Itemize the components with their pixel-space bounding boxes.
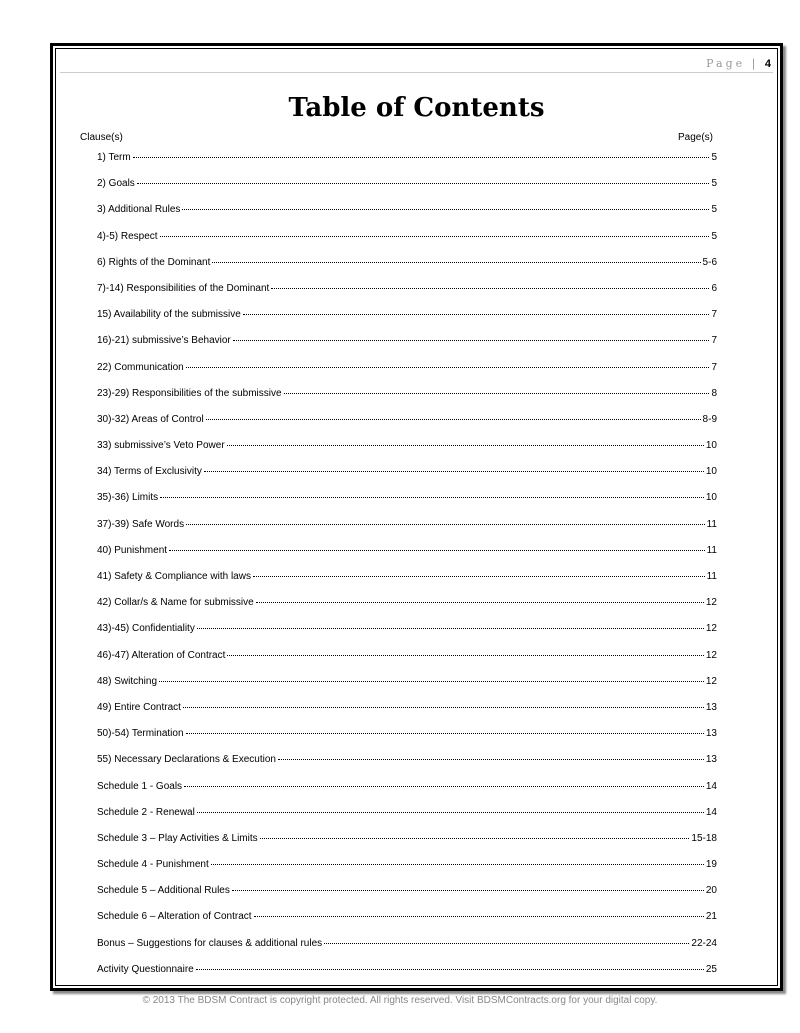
page-inner-border	[55, 48, 778, 986]
page-title: Table of Contents	[288, 93, 545, 123]
dot-leader	[227, 445, 704, 446]
toc-entry-page: 22-24	[691, 937, 717, 949]
dot-leader	[183, 707, 704, 708]
toc-entry-label: Schedule 2 - Renewal	[97, 806, 195, 818]
dot-leader	[232, 890, 704, 891]
dot-leader	[227, 655, 703, 656]
toc-entry[interactable]	[97, 414, 717, 440]
toc-entry-label: 49) Entire Contract	[97, 701, 181, 713]
dot-leader	[243, 314, 710, 315]
dot-leader	[324, 943, 689, 944]
page-header: Page | 4	[706, 57, 771, 70]
toc-entry-page: 8-9	[702, 413, 717, 425]
page-word: Page	[706, 57, 746, 70]
toc-entry-label: 37)-39) Safe Words	[97, 518, 185, 530]
toc-entry-label: Schedule 3 – Play Activities & Limits	[97, 832, 258, 844]
dot-leader	[212, 262, 700, 263]
toc-entry-page: 13	[705, 754, 717, 766]
toc-entry-label: 30)-32) Areas of Control	[97, 413, 204, 425]
dot-leader	[186, 524, 705, 525]
toc-entry-page: 12	[705, 675, 717, 687]
toc-entry-label: 48) Switching	[97, 675, 158, 687]
dot-leader	[137, 183, 710, 184]
dot-leader	[253, 576, 705, 577]
toc-entry-page: 14	[705, 806, 717, 818]
toc-entry-page: 19	[705, 859, 717, 871]
toc-entry[interactable]	[97, 388, 717, 414]
toc-entry-label: 15) Availability of the submissive	[97, 309, 241, 321]
toc-entry[interactable]	[97, 676, 717, 702]
toc-entry[interactable]	[97, 492, 717, 518]
toc-entry[interactable]	[97, 623, 717, 649]
dot-leader	[254, 916, 704, 917]
toc-entry-page: 13	[705, 701, 717, 713]
toc-entry-label: Activity Questionnaire	[97, 963, 194, 975]
toc-entry-page: 21	[705, 911, 717, 923]
toc-entry-label: 33) submissive’s Veto Power	[97, 440, 225, 452]
toc-entry-page: 12	[705, 649, 717, 661]
toc-entry-page: 15-18	[691, 832, 717, 844]
toc-entry-label: Schedule 1 - Goals	[97, 780, 183, 792]
dot-leader	[197, 812, 704, 813]
toc-entry-label: 50)-54) Termination	[97, 728, 184, 740]
dot-leader	[169, 550, 705, 551]
toc-entry-page: 7	[711, 361, 717, 373]
toc-entry-page: 10	[705, 466, 717, 478]
toc-entry-label: 23)-29) Responsibilities of the submissive	[97, 387, 282, 399]
toc-entry-label: 43)-45) Confidentiality	[97, 623, 195, 635]
toc-entry[interactable]	[97, 938, 717, 964]
dot-leader	[196, 969, 704, 970]
toc-entry[interactable]	[97, 519, 717, 545]
toc-entry-page: 5-6	[702, 256, 717, 268]
toc-entry-page: 8	[711, 387, 717, 399]
toc-entry-label: 7)-14) Responsibilities of the Dominant	[97, 282, 270, 294]
toc-entry-label: 34) Terms of Exclusivity	[97, 466, 202, 478]
toc-entry[interactable]	[97, 571, 717, 597]
toc-entry-label: Bonus – Suggestions for clauses & additional rules	[97, 937, 323, 949]
toc-entry-label: 16)-21) submissive’s Behavior	[97, 335, 231, 347]
dot-leader	[256, 602, 704, 603]
dot-leader	[204, 471, 704, 472]
dot-leader	[233, 340, 710, 341]
toc-entry-page: 11	[706, 518, 717, 530]
toc-entry-page: 5	[711, 178, 717, 190]
toc-entry[interactable]	[97, 178, 717, 204]
toc-entry[interactable]	[97, 807, 717, 833]
dot-leader	[186, 367, 710, 368]
toc-entry-label: 46)-47) Alteration of Contract	[97, 649, 226, 661]
toc-entry[interactable]	[97, 335, 717, 361]
toc-entry-page: 12	[705, 623, 717, 635]
dot-leader	[284, 393, 710, 394]
toc-entry[interactable]	[97, 309, 717, 335]
toc-entry-page: 6	[711, 282, 717, 294]
toc-entry-page: 5	[711, 204, 717, 216]
dot-leader	[211, 864, 704, 865]
page-frame	[50, 43, 783, 991]
toc-entry-label: 41) Safety & Compliance with laws	[97, 571, 251, 582]
toc-entry[interactable]	[97, 204, 717, 230]
dot-leader	[133, 157, 710, 158]
toc-entry-label: 22) Communication	[97, 361, 184, 373]
pages-column-header: Page(s)	[678, 132, 714, 143]
toc-entry-label: 40) Punishment	[97, 544, 168, 556]
toc-entry-label: Schedule 4 - Punishment	[97, 859, 209, 871]
toc-entry[interactable]	[97, 650, 717, 676]
copyright-footer: © 2013 The BDSM Contract is copyright protected. All rights reserved. Visit BDSMContracts.org for your digital copy.	[142, 995, 658, 1006]
toc-entry[interactable]	[97, 781, 717, 807]
dot-leader	[160, 497, 704, 498]
toc-entry-label: Schedule 6 – Alteration of Contract	[97, 911, 252, 923]
toc-entry[interactable]	[97, 911, 717, 937]
toc-entry-page: 10	[705, 492, 717, 504]
toc-entry[interactable]	[97, 728, 717, 754]
toc-entry[interactable]	[97, 859, 717, 885]
toc-entry-page: 7	[711, 309, 717, 321]
toc-entry-page: 5	[711, 230, 717, 242]
toc-entry[interactable]	[97, 545, 717, 571]
toc-entry-page: 14	[705, 780, 717, 792]
toc-entry[interactable]	[97, 833, 717, 859]
toc-entry-page: 5	[711, 152, 717, 163]
toc-entry-label: 4)-5) Respect	[97, 230, 158, 242]
toc-entry[interactable]	[97, 964, 717, 990]
toc-entry-page: 10	[705, 440, 717, 452]
page-number: 4	[764, 58, 771, 70]
toc-list	[97, 152, 717, 990]
dot-leader	[260, 838, 690, 839]
dot-leader	[206, 419, 701, 420]
dot-leader	[278, 759, 704, 760]
toc-entry-label: 1) Term	[97, 152, 131, 163]
toc-entry-page: 25	[705, 963, 717, 975]
toc-entry-label: 35)-36) Limits	[97, 492, 159, 504]
clauses-column-header: Clause(s)	[80, 132, 123, 143]
toc-entry[interactable]	[97, 597, 717, 623]
toc-entry[interactable]	[97, 283, 717, 309]
toc-entry-label: Schedule 5 – Additional Rules	[97, 885, 230, 897]
toc-entry[interactable]	[97, 231, 717, 257]
toc-entry-page: 11	[706, 571, 717, 582]
toc-entry-page: 20	[705, 885, 717, 897]
toc-entry-label: 42) Collar/s & Name for submissive	[97, 597, 254, 609]
toc-entry[interactable]	[97, 702, 717, 728]
header-divider	[60, 72, 773, 73]
dot-leader	[184, 786, 704, 787]
toc-entry-label: 6) Rights of the Dominant	[97, 256, 211, 268]
toc-entry[interactable]	[97, 362, 717, 388]
toc-entry[interactable]	[97, 466, 717, 492]
dot-leader	[182, 209, 709, 210]
toc-entry-label: 3) Additional Rules	[97, 204, 181, 216]
dot-leader	[271, 288, 709, 289]
toc-entry[interactable]	[97, 885, 717, 911]
toc-entry[interactable]	[97, 152, 717, 178]
toc-entry-page: 7	[711, 335, 717, 347]
toc-entry-page: 11	[706, 544, 717, 556]
toc-entry[interactable]	[97, 257, 717, 283]
dot-leader	[186, 733, 704, 734]
dot-leader	[160, 236, 710, 237]
toc-entry[interactable]	[97, 754, 717, 780]
dot-leader	[159, 681, 704, 682]
toc-entry-page: 13	[705, 728, 717, 740]
toc-entry-label: 55) Necessary Declarations & Execution	[97, 754, 276, 766]
toc-entry-page: 12	[705, 597, 717, 609]
toc-entry-label: 2) Goals	[97, 178, 135, 190]
dot-leader	[197, 628, 704, 629]
toc-entry[interactable]	[97, 440, 717, 466]
